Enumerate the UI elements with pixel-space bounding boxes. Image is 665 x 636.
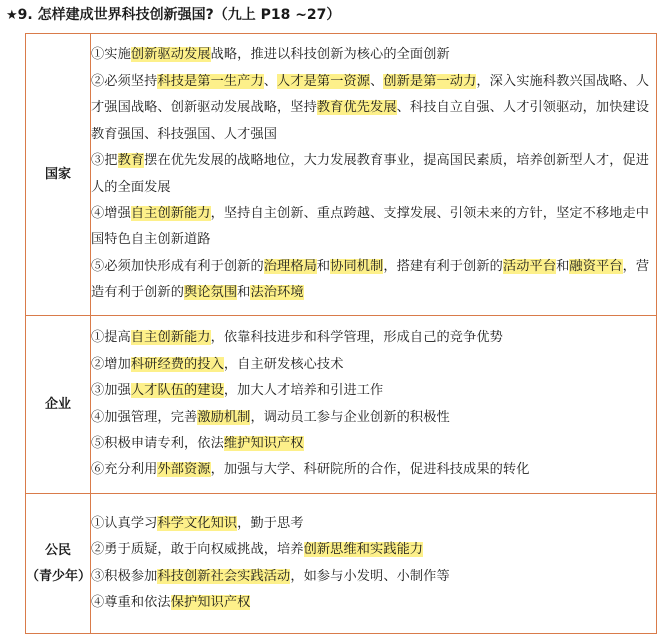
answer-table xyxy=(25,33,657,634)
highlighted-keyword: 活动平台 xyxy=(502,258,557,274)
row-label-national-text: 国家 xyxy=(44,166,71,182)
highlighted-keyword: 法治环境 xyxy=(250,285,304,301)
highlighted-keyword: 协同机制 xyxy=(330,258,384,274)
item-text: ，搭建有利于创新的 xyxy=(383,258,503,274)
row-label-enterprise xyxy=(26,316,91,494)
item-text: 和 xyxy=(316,258,331,274)
list-item-enterprise-6 xyxy=(91,457,656,483)
item-text: ①实施 xyxy=(91,47,131,63)
item-text: 和 xyxy=(556,258,570,274)
list-item-national-1 xyxy=(91,42,656,68)
highlighted-keyword: 教育 xyxy=(117,153,145,169)
highlighted-keyword: 教育优先发展 xyxy=(316,100,397,116)
highlighted-keyword: 科技是第一生产力 xyxy=(157,73,264,89)
item-text: ③积极参加 xyxy=(91,568,158,584)
table-row-national xyxy=(26,34,657,316)
highlighted-keyword: 融资平台 xyxy=(569,258,623,274)
highlighted-keyword: 维护知识产权 xyxy=(223,435,304,451)
list-item-citizen-1 xyxy=(91,511,656,537)
question-title-text: 9. 怎样建成世界科技创新强国?（九上 P18 ~27） xyxy=(17,7,341,23)
table-row-citizen xyxy=(26,494,657,634)
list-item-national-5 xyxy=(91,254,656,307)
list-item-citizen-4 xyxy=(91,590,656,616)
highlighted-keyword: 科研经费的投入 xyxy=(130,356,224,372)
item-text: ②必须坚持 xyxy=(91,73,158,89)
row-label-national xyxy=(26,34,91,316)
highlighted-keyword: 人才是第一资源 xyxy=(277,73,371,89)
row-body-national xyxy=(91,34,657,316)
item-text: ⑥充分利用 xyxy=(91,462,158,478)
list-item-national-4 xyxy=(91,201,656,254)
item-text: ⑤必须加快形成有利于创新的 xyxy=(91,258,264,274)
list-item-enterprise-5 xyxy=(91,431,656,457)
item-text: ④加强管理，完善 xyxy=(91,409,198,425)
item-text: 战略，推进以科技创新为核心的全面创新 xyxy=(210,47,450,63)
highlighted-keyword: 创新思维和实践能力 xyxy=(303,542,424,558)
row-label-enterprise-text: 企业 xyxy=(44,396,71,412)
highlighted-keyword: 创新是第一动力 xyxy=(383,73,477,89)
item-text: ，深入实施科教兴国战略、人才强国战略、创新驱动发展战略，坚持 xyxy=(91,73,650,116)
list-item-national-2 xyxy=(91,69,656,148)
table-row-enterprise xyxy=(26,316,657,494)
item-text: ④尊重和依法 xyxy=(91,594,171,610)
row-sublabel-citizen-text: （青少年） xyxy=(26,568,92,584)
list-item-enterprise-4 xyxy=(91,405,656,431)
item-text: ，坚持自主创新、重点跨越、支撑发展、引领未来的方针，坚定不移地走中国特色自主创新道路 xyxy=(91,205,650,248)
item-text: 摆在优先发展的战略地位，大力发展教育事业，提高国民素质，培养创新型人才，促进人的全面发展 xyxy=(91,153,650,195)
row-body-citizen xyxy=(91,494,657,634)
list-item-enterprise-3 xyxy=(91,378,656,404)
item-text: ②增加 xyxy=(91,356,131,372)
item-text: ③把 xyxy=(91,153,118,169)
star-icon: ★ xyxy=(6,8,18,23)
list-item-citizen-2 xyxy=(91,537,656,563)
item-text: ，如参与小发明、小制作等 xyxy=(290,568,450,584)
highlighted-keyword: 舆论氛围 xyxy=(184,285,238,301)
question-title xyxy=(6,3,340,27)
highlighted-keyword: 外部资源 xyxy=(157,462,211,478)
item-text: ，依靠科技进步和科学管理，形成自己的竞争优势 xyxy=(210,330,503,346)
highlighted-keyword: 自主创新能力 xyxy=(130,205,211,221)
row-label-citizen xyxy=(26,494,91,634)
list-item-enterprise-2 xyxy=(91,352,656,378)
highlighted-keyword: 自主创新能力 xyxy=(130,330,211,346)
item-text: 和 xyxy=(237,285,251,301)
item-text: ①认真学习 xyxy=(91,515,158,531)
item-text: ⑤积极申请专利，依法 xyxy=(91,435,224,451)
list-item-national-3 xyxy=(91,148,656,201)
highlighted-keyword: 人才队伍的建设 xyxy=(130,383,224,399)
highlighted-keyword: 创新驱动发展 xyxy=(130,47,211,63)
item-text: ，自主研发核心技术 xyxy=(223,356,344,372)
list-item-enterprise-1 xyxy=(91,325,656,351)
row-label-citizen-text: 公民 xyxy=(44,542,71,558)
item-text: 、 xyxy=(263,73,278,89)
highlighted-keyword: 科技创新社会实践活动 xyxy=(157,568,291,584)
item-text: ，营造有利于创新的 xyxy=(91,258,650,301)
item-text: 、 xyxy=(370,73,384,89)
item-text: ，勤于思考 xyxy=(237,515,304,531)
highlighted-keyword: 科学文化知识 xyxy=(157,515,238,531)
item-text: ①提高 xyxy=(91,330,131,346)
highlighted-keyword: 治理格局 xyxy=(263,258,317,274)
item-text: ，加大人才培养和引进工作 xyxy=(223,383,384,399)
row-body-enterprise xyxy=(91,316,657,494)
item-text: ，调动员工参与企业创新的积极性 xyxy=(250,409,450,425)
item-text: ③加强 xyxy=(91,383,131,399)
highlighted-keyword: 保护知识产权 xyxy=(170,594,251,610)
item-text: ④增强 xyxy=(91,205,131,221)
item-text: 、科技自立自强、人才引领驱动，加快建设教育强国、科技强国、人才强国 xyxy=(91,100,650,142)
item-text: ，加强与大学、科研院所的合作，促进科技成果的转化 xyxy=(210,462,530,478)
list-item-citizen-3 xyxy=(91,564,656,590)
highlighted-keyword: 激励机制 xyxy=(197,409,251,425)
item-text: ②勇于质疑，敢于向权威挑战，培养 xyxy=(91,542,304,558)
